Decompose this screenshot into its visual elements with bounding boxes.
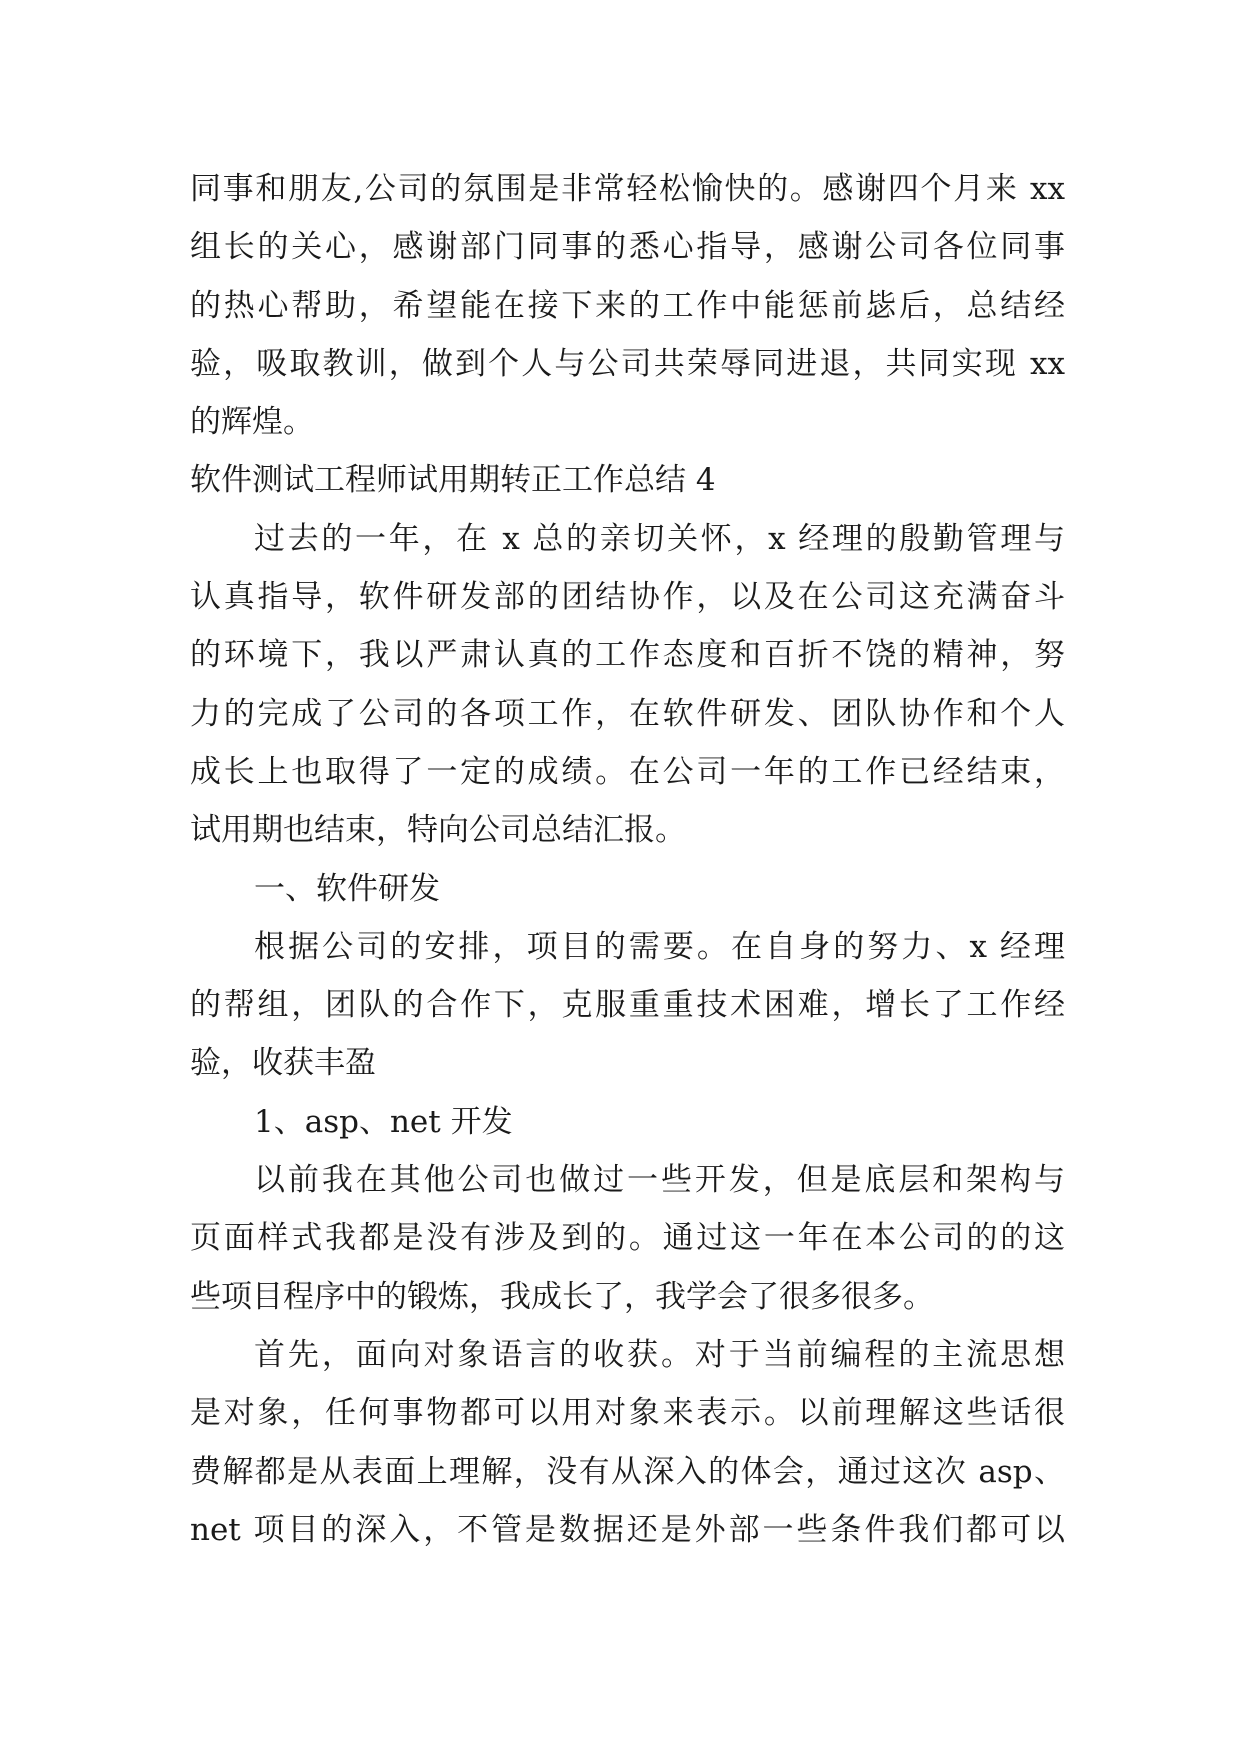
text-line: 页面样式我都是没有涉及到的。通过这一年在本公司的的这 — [190, 1220, 1065, 1257]
paragraph-start-line: 根据公司的安排，项目的需要。在自身的努力、x 经理 — [254, 928, 1065, 965]
paragraph-start-line: 以前我在其他公司也做过一些开发，但是底层和架构与 — [254, 1162, 1065, 1199]
text-line: 的环境下，我以严肃认真的工作态度和百折不饶的精神，努 — [190, 637, 1065, 674]
text-line: 的辉煌。 — [190, 404, 314, 441]
text-line: 费解都是从表面上理解，没有从深入的体会，通过这次 asp、 — [190, 1453, 1065, 1490]
document-body — [190, 160, 1065, 1559]
text-line: 些项目程序中的锻炼，我成长了，我学会了很多很多。 — [190, 1278, 934, 1315]
section-title: 软件测试工程师试用期转正工作总结 4 — [190, 462, 716, 499]
text-line: 的热心帮助，希望能在接下来的工作中能惩前毖后，总结经 — [190, 287, 1065, 324]
subheading: 1、asp、net 开发 — [254, 1103, 513, 1140]
text-line: 力的完成了公司的各项工作，在软件研发、团队协作和个人 — [190, 695, 1065, 732]
text-line: 验，吸取教训，做到个人与公司共荣辱同进退，共同实现 xx — [190, 345, 1065, 382]
text-line: 成长上也取得了一定的成绩。在公司一年的工作已经结束， — [190, 753, 1065, 790]
text-line: 试用期也结束，特向公司总结汇报。 — [190, 812, 686, 849]
text-line: 组长的关心，感谢部门同事的悉心指导，感谢公司各位同事 — [190, 229, 1065, 266]
text-line: 同事和朋友,公司的氛围是非常轻松愉快的。感谢四个月来 xx — [190, 171, 1065, 207]
text-line: 认真指导，软件研发部的团结协作，以及在公司这充满奋斗 — [190, 579, 1065, 616]
text-line: net 项目的深入，不管是数据还是外部一些条件我们都可以 — [190, 1511, 1065, 1548]
paragraph-start-line: 过去的一年，在 x 总的亲切关怀，x 经理的殷勤管理与 — [254, 520, 1065, 557]
paragraph-start-line: 首先，面向对象语言的收获。对于当前编程的主流思想 — [254, 1336, 1065, 1373]
text-line: 验，收获丰盈 — [190, 1045, 376, 1082]
text-line: 是对象，任何事物都可以用对象来表示。以前理解这些话很 — [190, 1395, 1065, 1432]
text-line: 的帮组，团队的合作下，克服重重技术困难，增长了工作经 — [190, 987, 1065, 1024]
subheading: 一、软件研发 — [254, 870, 440, 907]
